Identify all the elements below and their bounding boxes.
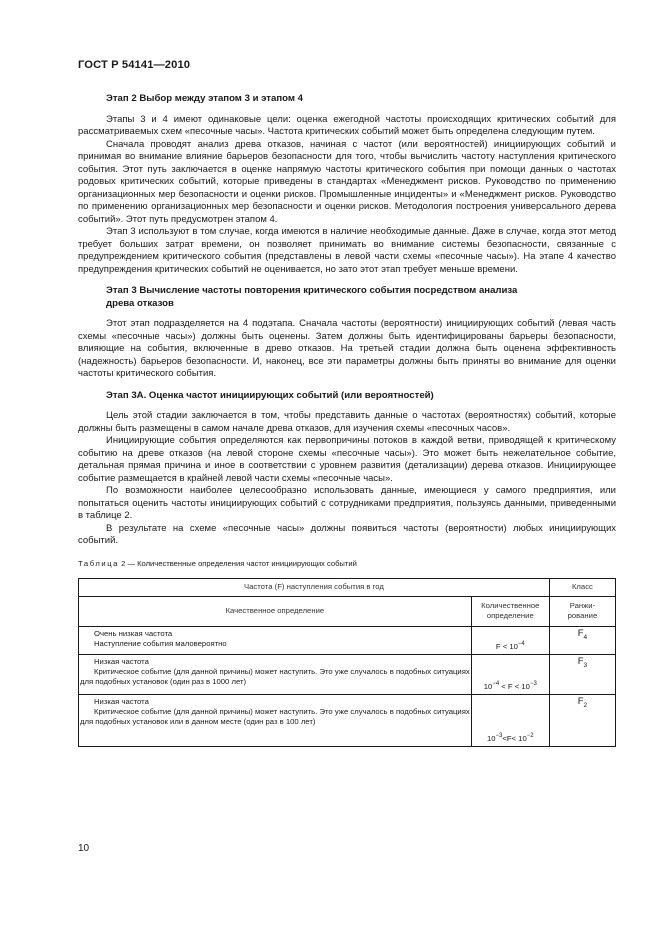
table-subheader-row (79, 596, 616, 626)
stage3a-paragraph: В результате на схеме «песочные часы» должны появиться частоты (вероятности) любых инициирующих событий. (78, 522, 616, 546)
header-qualitative: Качественное определение (79, 596, 472, 626)
quant-exponent-2: −2 (526, 732, 534, 739)
qualitative-cell (79, 626, 472, 654)
table-caption-label: Таблица (78, 558, 119, 568)
class-number: 3 (583, 661, 588, 669)
row-description: Критическое событие (для данной причины) может наступить. Это уже случалось в подобных ситуациях для подобных установок (один раз в 1000 лет) (80, 666, 470, 686)
quant-middle: < F < 10 (499, 681, 530, 691)
stage2-paragraph: Сначала проводят анализ древа отказов, начиная с частот (или вероятностей) инициирующих событий и принимая во внимание влияние барьеров безопасности для того, чтобы вычислить частоту наступления критического события. Этот путь заключается в оценке напрямую частоты критического события при помощи данных о частотах родовых критических событий, которые приведены в стандартах «Менеджмент рисков. Руководство по применению организационных мер безопасности и оценки рисков. Промышленные инциденты» и «Менеджмент рисков. Руководство по применению организационных мер безопасности и оценки рисков. Методология построения универсального дерева событий». Этот путь предусмотрен этапом 4. (78, 138, 616, 225)
document-header: ГОСТ Р 54141—2010 (78, 59, 191, 71)
row-description: Наступление события маловероятно (94, 638, 227, 648)
header-rank-l2: рование (567, 611, 598, 620)
stage3a-paragraph: Цель этой стадии заключается в том, чтобы представить данные о частотах (вероятностях) событий, которые должны быть размещены в самом начале древа отказов, для изучения схемы «песочных часов». (78, 410, 616, 434)
header-class: Класс (549, 578, 615, 596)
table-caption (78, 559, 616, 569)
class-letter: F (577, 655, 584, 667)
quant-exponent-2: −3 (529, 680, 537, 687)
stage2-heading: Этап 2 Выбор между этапом 3 и этапом 4 (106, 93, 303, 104)
class-number: 4 (583, 633, 588, 641)
stage3-heading-line2: древа отказов (106, 297, 174, 309)
quantitative-cell (471, 654, 549, 694)
stage2-paragraph: Этап 3 используют в том случае, когда имеются в наличие необходимые данные. Даже в случае, когда этот метод требует больших затрат времени, он позволяет принимать во внимание системы безопасности, связанные с предупреждением критического события (представлены в левой части схемы «песочные часы»). На этапе 4 качество предупреждения критических событий не оценивается, но зато этот этап требует меньше времени. (78, 226, 616, 275)
stage3-heading (78, 285, 616, 310)
class-cell (549, 694, 615, 746)
row-description: Критическое событие (для данной причины) может наступить. Это уже случалось в подобных ситуациях для подобных установок или в данном месте (один раз в 100 лет) (80, 706, 470, 726)
quantitative-cell (471, 626, 549, 654)
quant-exponent: −4 (492, 680, 500, 687)
header-quantitative-l2: определение (486, 611, 534, 620)
header-quantitative (471, 596, 549, 626)
class-number: 2 (583, 701, 588, 709)
row-title: Низкая частота (94, 656, 149, 666)
qualitative-cell (79, 694, 472, 746)
quant-base: F < 10 (495, 641, 518, 651)
quant-base: 10 (486, 733, 496, 743)
table-caption-text: 2 — Количественные определения частот инициирующих событий (118, 558, 357, 568)
qualitative-cell (79, 654, 472, 694)
class-letter: F (577, 695, 584, 707)
stage3a-heading: Этап 3А. Оценка частот инициирующих событий (или вероятностей) (106, 389, 434, 401)
row-title: Низкая частота (94, 696, 149, 706)
table-row (79, 626, 616, 654)
quant-middle: <F< 10 (502, 733, 527, 743)
header-frequency: Частота (F) наступления события в год (79, 578, 550, 596)
stage2-paragraph: Этапы 3 и 4 имеют одинаковые цели: оценка ежегодной частоты происходящих критических событий для рассматриваемых схем «песочные часы». Частота критических событий может быть определена следующим путем. (78, 113, 616, 137)
stage3-paragraph: Этот этап подразделяется на 4 подэтапа. Сначала частоты (вероятности) инициирующих событий (левая часть схемы «песочные часы») должны быть оценены. Затем должны быть идентифицированы барьеры безопасности, влияющие на события, включенные в древо отказов. На третьей стадии должна быть оценена эффективность (надежность) барьеров безопасности. И, наконец, все эти параметры должны быть приняты во внимание для оценки частоты критического события. (78, 318, 616, 379)
stage3a-paragraph: Инициирующие события определяются как первопричины потоков в каждой ветви, приводящей к критическому событию на древе отказов (на левой стороне схемы «песочные часы»). Это может быть нежелательное событие, детальная прямая причина и иное в соответствии с уровнем развития (детализации) дерева отказов. Инициирующее событие размещается в крайней левой части схемы «песочные часы». (78, 435, 616, 484)
header-quantitative-l1: Количественное (481, 601, 540, 610)
stage3-heading-line1: Этап 3 Вычисление частоты повторения критического события посредством анализа (106, 285, 518, 296)
table-row (79, 654, 616, 694)
row-title: Очень низкая частота (94, 628, 173, 638)
page-number: 10 (78, 843, 90, 854)
quant-exponent: −3 (495, 732, 503, 739)
header-rank (549, 596, 615, 626)
class-cell (549, 654, 615, 694)
quant-base: 10 (483, 681, 493, 691)
header-rank-l1: Ранжи- (569, 601, 596, 610)
class-letter: F (577, 627, 584, 639)
table-row (79, 694, 616, 746)
frequency-table (78, 578, 616, 747)
stage3a-paragraph: По возможности наиболее целесообразно использовать данные, имеющиеся у самого предприятия, или попытаться оценить частоты инициирующих событий с сотрудниками предприятия, пользуясь данными, приведенными в таблице 2. (78, 485, 616, 521)
table-header-row (79, 578, 616, 596)
document-body (78, 93, 616, 747)
class-cell (549, 626, 615, 654)
quant-exponent: −4 (517, 640, 525, 647)
quantitative-cell (471, 694, 549, 746)
